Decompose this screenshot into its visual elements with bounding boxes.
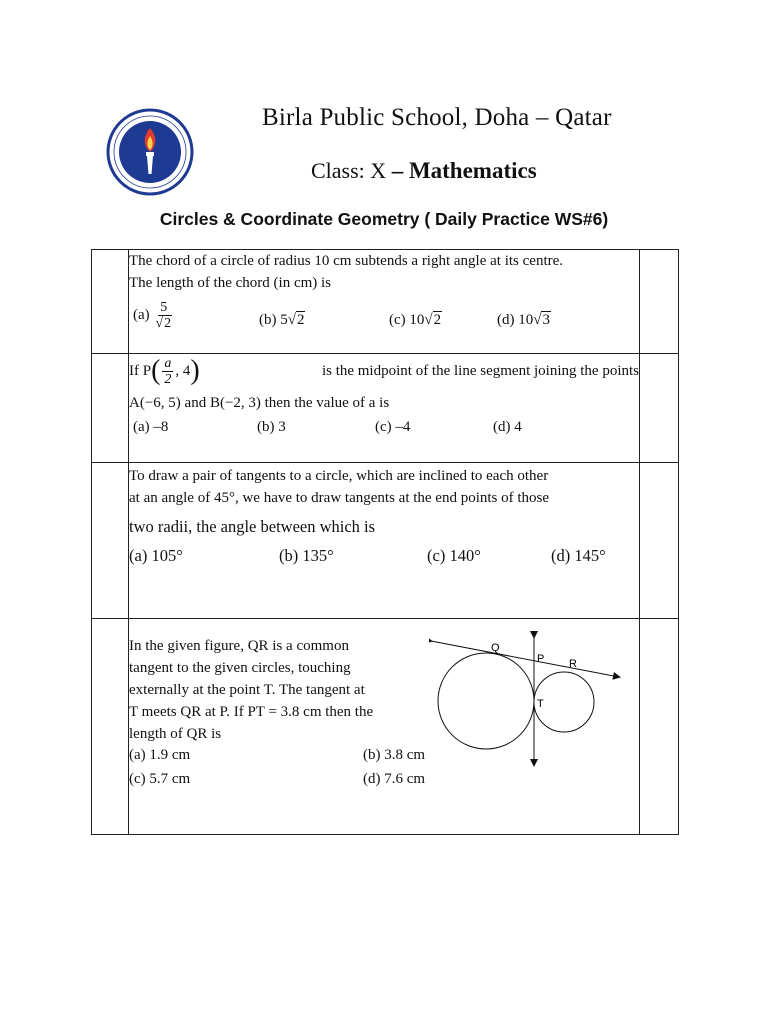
school-name: Birla Public School, Doha – Qatar — [262, 104, 612, 131]
school-logo — [106, 108, 194, 196]
question-text-line: length of QR is — [129, 726, 222, 742]
marks-cell — [640, 250, 679, 354]
option-label: (c) 10 — [389, 312, 425, 328]
text-fragment: , 4 — [175, 363, 191, 379]
question-cell — [129, 463, 640, 619]
school-crest-icon — [106, 108, 194, 196]
denominator: 2 — [164, 371, 172, 387]
question-row — [92, 354, 679, 463]
question-text-line: two radii, the angle between which is — [129, 517, 376, 536]
option-b: (b) 3.8 cm — [363, 747, 426, 763]
option-d: (d) 4 — [493, 419, 522, 435]
question-cell — [129, 354, 640, 463]
marks-cell — [640, 463, 679, 619]
numerator: 5 — [160, 300, 168, 315]
question-cell — [129, 619, 640, 835]
options-row — [129, 416, 639, 438]
radicand: 2 — [296, 312, 305, 328]
option-label: (d) 10 — [497, 312, 534, 328]
class-label: Class: X — [311, 158, 387, 183]
common-tangent-qr — [431, 641, 619, 677]
label-t: T — [537, 698, 544, 710]
question-cell — [129, 250, 640, 354]
question-text-line: The chord of a circle of radius 10 cm subtends a right angle at its centre. — [129, 253, 564, 269]
questions-table — [91, 249, 679, 835]
question-row — [92, 250, 679, 354]
option-d: (d) 7.6 cm — [363, 771, 426, 787]
class-subject-line — [311, 158, 537, 184]
option-a — [129, 300, 259, 340]
marks-cell — [640, 619, 679, 835]
denominator: 2 — [164, 316, 172, 331]
question-text-line: T meets QR at P. If PT = 3.8 cm then the — [129, 704, 374, 720]
numerator: a — [164, 355, 172, 371]
question-number-cell — [92, 463, 129, 619]
label-p: P — [537, 653, 545, 665]
option-b: (b) 5√2 — [259, 312, 305, 328]
tangent-circles-figure — [429, 629, 623, 769]
question-text-line: The length of the chord (in cm) is — [129, 275, 332, 291]
options-row — [129, 544, 639, 567]
option-b: (b) 135° — [279, 546, 334, 565]
option-d: (d) 10√3 — [497, 312, 550, 328]
question-text-line: If P ( $\frac{a}{2}$ , 4 ) is the midpoint of the line segment joining the points — [129, 355, 639, 387]
question-row — [92, 463, 679, 619]
label-r: R — [569, 658, 577, 670]
question-text-line: To draw a pair of tangents to a circle, which are inclined to each other — [129, 468, 549, 484]
option-b: (b) 3 — [257, 419, 286, 435]
option-label: (a) — [133, 306, 150, 323]
question-text-line: at an angle of 45°, we have to draw tangents at the end points of those — [129, 490, 550, 506]
fraction — [162, 356, 173, 387]
option-label: (b) 5 — [259, 312, 288, 328]
question-text — [129, 635, 419, 745]
option-d: (d) 145° — [551, 546, 606, 565]
option-c: (c) 140° — [427, 546, 481, 565]
option-a: (a) 1.9 cm — [129, 747, 191, 763]
option-c: (c) –4 — [375, 419, 411, 435]
subject-label: – Mathematics — [391, 158, 537, 183]
question-number-cell — [92, 619, 129, 835]
marks-cell — [640, 354, 679, 463]
question-number-cell — [92, 354, 129, 463]
option-a: (a) –8 — [133, 419, 169, 435]
large-circle — [438, 653, 534, 749]
text-fragment: is the midpoint of the line segment joining the points — [321, 363, 639, 379]
options-row — [129, 300, 639, 340]
worksheet-title: Circles & Coordinate Geometry ( Daily Practice WS#6) — [159, 209, 609, 229]
option-a: (a) 105° — [129, 546, 183, 565]
fraction: $\frac{5}{√2}$ — [155, 300, 172, 331]
options-block — [129, 743, 449, 791]
option-c: (c) 10√2 — [389, 312, 442, 328]
label-q: Q — [491, 642, 500, 654]
question-number-cell — [92, 250, 129, 354]
option-c: (c) 5.7 cm — [129, 771, 191, 787]
question-text-line: A(−6, 5) and B(−2, 3) then the value of a is — [129, 395, 390, 411]
question-text-line: In the given figure, QR is a common — [129, 638, 349, 654]
question-row — [92, 619, 679, 835]
radicand: 2 — [433, 312, 442, 328]
text-fragment: If P — [129, 363, 152, 379]
radicand: 3 — [542, 312, 550, 328]
question-text-line: externally at the point T. The tangent at — [129, 682, 365, 698]
question-text-line: tangent to the given circles, touching — [129, 660, 351, 676]
